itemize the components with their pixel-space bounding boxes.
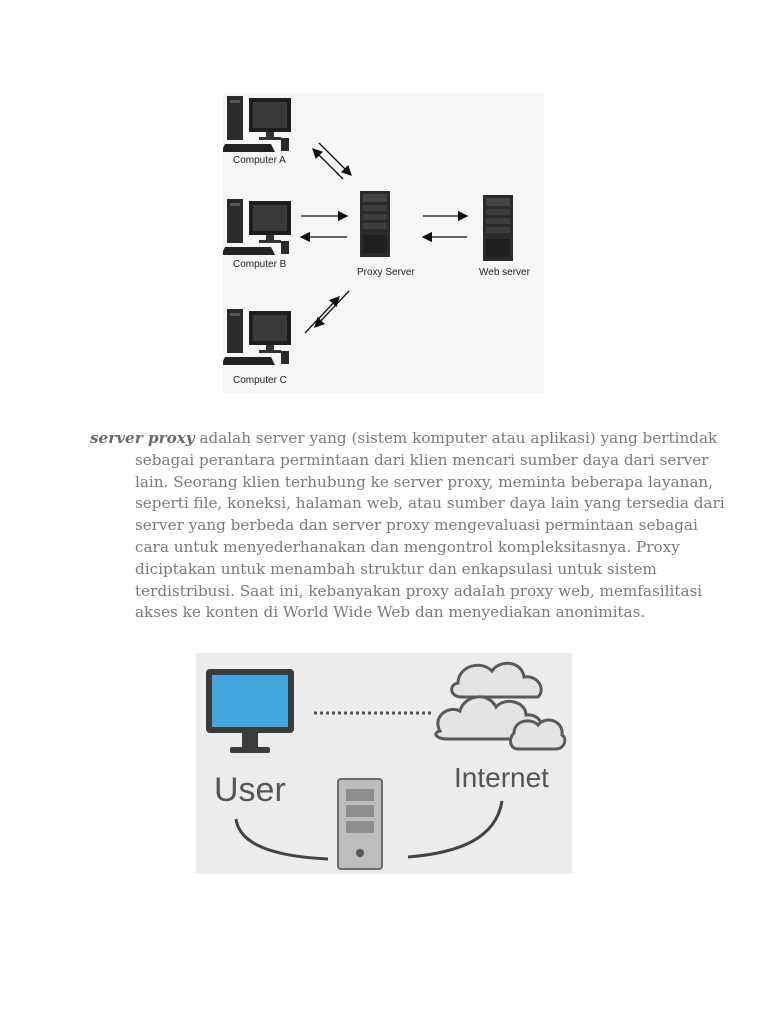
proxy-definition-paragraph: [90, 428, 735, 624]
user-internet-diagram: [196, 653, 572, 874]
web-server-icon: [483, 195, 513, 261]
computer-c-label: Computer C: [233, 375, 287, 386]
web-server-label: Web server: [479, 267, 530, 278]
user-to-server-curve: [236, 819, 328, 859]
term-server-proxy: server proxy: [90, 429, 195, 447]
arrow-proxy-to-c: [315, 291, 349, 327]
arrow-proxy-to-a: [313, 149, 343, 179]
arrow-c-to-proxy: [305, 297, 339, 333]
computer-a-icon: [223, 96, 291, 152]
proxy-server-label: Proxy Server: [357, 267, 415, 278]
user-label: User: [214, 771, 286, 809]
server-to-internet-curve: [408, 801, 502, 857]
computer-b-icon: [223, 199, 291, 255]
computer-c-icon: [223, 309, 291, 365]
proxy-network-diagram: [223, 93, 544, 393]
computer-a-label: Computer A: [233, 155, 286, 166]
computer-b-label: Computer B: [233, 259, 287, 270]
proxy-server-icon: [360, 191, 390, 257]
cloud-icon: [436, 663, 565, 749]
monitor-icon: [206, 669, 294, 753]
paragraph-body: adalah server yang (sistem komputer atau aplikasi) yang bertindak sebagai perantara permintaan dari klien mencari sumber daya dari server lain. Seorang klien terhubung ke server proxy, meminta beberapa layanan, seperti file, koneksi, halaman web, atau sumber daya lain yang tersedia dari server yang berbeda dan server proxy mengevaluasi permintaan sebagai cara untuk menyederhanakan dan mengontrol kompleksitasnya. Proxy diciptakan untuk menambah struktur dan enkapsulasi untuk sistem terdistribusi. Saat ini, kebanyakan proxy adalah proxy web, memfasilitasi akses ke konten di World Wide Web dan menyediakan anonimitas.: [135, 429, 725, 622]
internet-label: Internet: [454, 762, 549, 793]
server-tower-icon: [338, 779, 382, 869]
